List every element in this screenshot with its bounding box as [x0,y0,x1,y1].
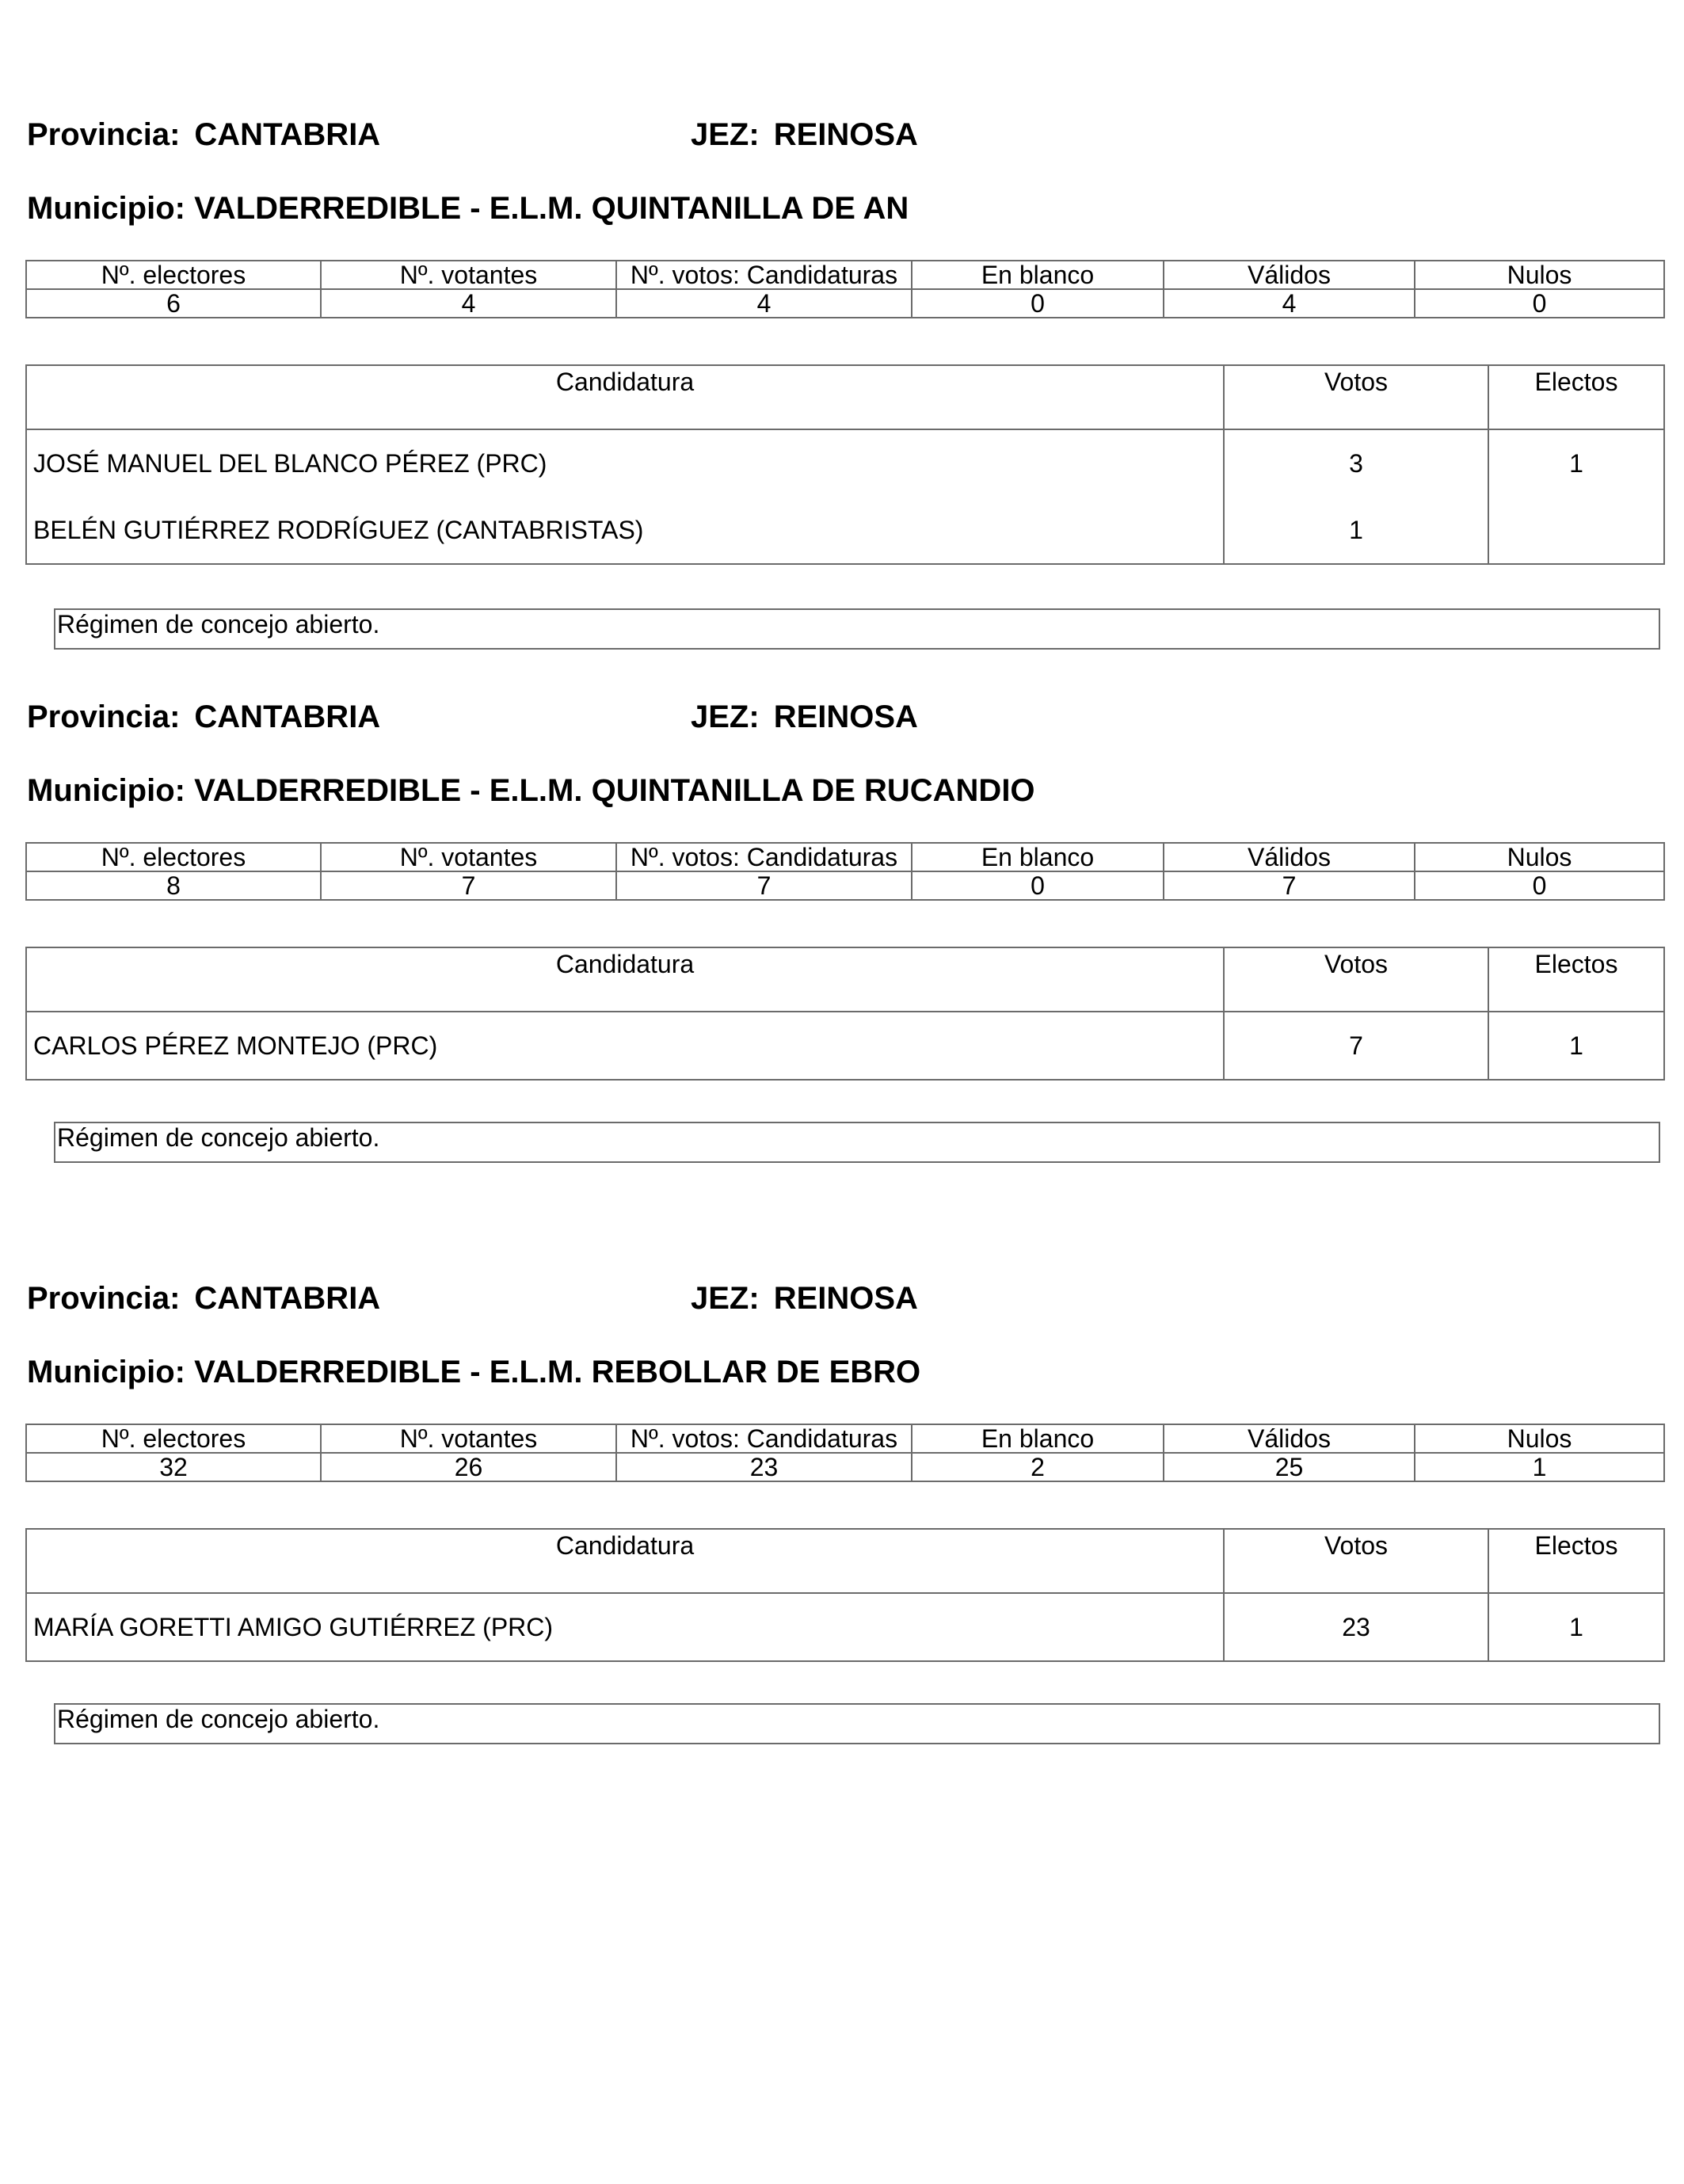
candidate-name: BELÉN GUTIÉRREZ RODRÍGUEZ (CANTABRISTAS) [26,497,1224,564]
municipio-label: Municipio: [27,1355,185,1389]
provincia-line [27,116,380,154]
stats-value: 7 [616,871,912,900]
municipio-line [27,1353,920,1391]
stats-header: En blanco [912,1424,1164,1453]
stats-header-row [26,843,1664,871]
stats-value: 4 [1164,289,1415,318]
candidatura-header: Candidatura [26,947,1224,1012]
candidates-table [25,947,1665,1081]
stats-value-row [26,871,1664,900]
electos-header: Electos [1488,365,1664,429]
stats-table [25,260,1665,318]
stats-value: 1 [1415,1453,1664,1481]
candidate-votos: 7 [1224,1012,1488,1080]
stats-header-row [26,261,1664,289]
stats-header: En blanco [912,843,1164,871]
stats-header: Nº. votos: Candidaturas [616,261,912,289]
jez-line [691,116,918,154]
candidate-name: JOSÉ MANUEL DEL BLANCO PÉREZ (PRC) [26,429,1224,497]
stats-header: Nº. votantes [321,261,616,289]
candidatura-header: Candidatura [26,1529,1224,1593]
candidates-table [25,1528,1665,1662]
stats-value: 7 [321,871,616,900]
candidatura-header: Candidatura [26,365,1224,429]
regimen-note: Régimen de concejo abierto. [54,608,1660,650]
jez-label: JEZ: [691,699,760,734]
candidates-header-row [26,365,1664,429]
stats-value: 0 [912,289,1164,318]
candidate-electos: 1 [1488,429,1664,497]
provincia-line [27,698,380,736]
jez-value: REINOSA [773,1281,918,1316]
stats-value: 2 [912,1453,1164,1481]
electos-header: Electos [1488,1529,1664,1593]
stats-table [25,842,1665,901]
votos-header: Votos [1224,1529,1488,1593]
stats-header: Nº. votantes [321,843,616,871]
municipio-value: VALDERREDIBLE - E.L.M. REBOLLAR DE EBRO [194,1355,921,1389]
stats-value: 25 [1164,1453,1415,1481]
votos-header: Votos [1224,365,1488,429]
provincia-value: CANTABRIA [194,699,381,734]
candidate-electos [1488,497,1664,564]
jez-line [691,698,918,736]
stats-header-row [26,1424,1664,1453]
stats-value: 0 [912,871,1164,900]
candidate-votos: 1 [1224,497,1488,564]
candidate-electos: 1 [1488,1012,1664,1080]
stats-value: 8 [26,871,321,900]
stats-header: Nº. electores [26,843,321,871]
stats-header: Nº. votos: Candidaturas [616,1424,912,1453]
regimen-note: Régimen de concejo abierto. [54,1703,1660,1744]
municipio-label: Municipio: [27,191,185,226]
stats-header: Nulos [1415,843,1664,871]
candidate-row [26,1593,1664,1661]
stats-value: 0 [1415,871,1664,900]
candidates-table [25,364,1665,565]
stats-value-row [26,289,1664,318]
stats-header: Nº. votantes [321,1424,616,1453]
stats-value-row [26,1453,1664,1481]
municipio-label: Municipio: [27,773,185,808]
stats-header: Nº. electores [26,1424,321,1453]
stats-header: Nulos [1415,261,1664,289]
stats-value: 32 [26,1453,321,1481]
stats-header: Nº. votos: Candidaturas [616,843,912,871]
candidate-votos: 3 [1224,429,1488,497]
stats-value: 7 [1164,871,1415,900]
provincia-label: Provincia: [27,1281,181,1316]
candidate-row [26,429,1664,497]
candidate-row [26,1012,1664,1080]
provincia-value: CANTABRIA [194,117,381,152]
provincia-value: CANTABRIA [194,1281,381,1316]
stats-value: 0 [1415,289,1664,318]
provincia-label: Provincia: [27,117,181,152]
candidates-header-row [26,947,1664,1012]
jez-label: JEZ: [691,1281,760,1316]
municipio-value: VALDERREDIBLE - E.L.M. QUINTANILLA DE AN [194,191,909,226]
provincia-line [27,1279,380,1317]
candidate-votos: 23 [1224,1593,1488,1661]
stats-value: 23 [616,1453,912,1481]
stats-header: Válidos [1164,843,1415,871]
municipio-line [27,772,1035,810]
provincia-label: Provincia: [27,699,181,734]
regimen-note: Régimen de concejo abierto. [54,1122,1660,1163]
stats-header: Nulos [1415,1424,1664,1453]
stats-value: 4 [321,289,616,318]
candidate-electos: 1 [1488,1593,1664,1661]
jez-value: REINOSA [773,699,918,734]
jez-value: REINOSA [773,117,918,152]
jez-line [691,1279,918,1317]
stats-header: Válidos [1164,261,1415,289]
candidate-name: MARÍA GORETTI AMIGO GUTIÉRREZ (PRC) [26,1593,1224,1661]
candidate-row [26,497,1664,564]
stats-header: Válidos [1164,1424,1415,1453]
municipio-line [27,189,909,227]
votos-header: Votos [1224,947,1488,1012]
stats-table [25,1424,1665,1482]
stats-header: Nº. electores [26,261,321,289]
stats-header: En blanco [912,261,1164,289]
candidates-header-row [26,1529,1664,1593]
municipio-value: VALDERREDIBLE - E.L.M. QUINTANILLA DE RUCANDIO [194,773,1035,808]
stats-value: 6 [26,289,321,318]
electos-header: Electos [1488,947,1664,1012]
candidate-name: CARLOS PÉREZ MONTEJO (PRC) [26,1012,1224,1080]
jez-label: JEZ: [691,117,760,152]
stats-value: 4 [616,289,912,318]
stats-value: 26 [321,1453,616,1481]
